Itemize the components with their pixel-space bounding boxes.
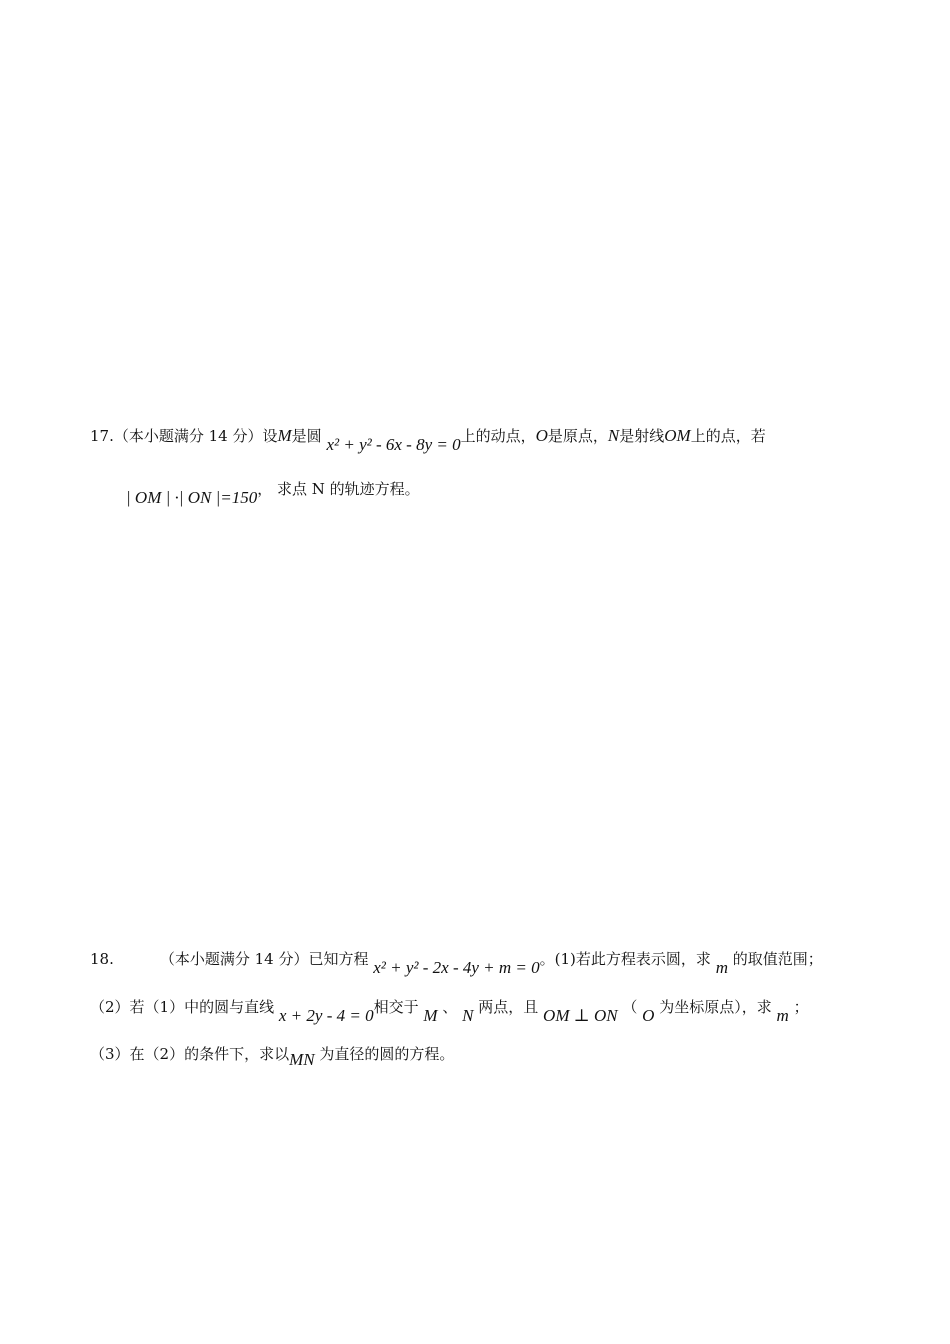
q18-l2-text-c: 两点，且 bbox=[478, 998, 539, 1016]
q18-text-c: 的取值范围； bbox=[732, 950, 823, 968]
q17-line-1 bbox=[90, 425, 766, 454]
q17-var-OM: OM bbox=[664, 426, 691, 445]
q18-l2-text-d: （ bbox=[622, 998, 638, 1016]
q18-line-2 bbox=[90, 996, 809, 1025]
q18-text-b: 。(1)若此方程表示圆，求 bbox=[539, 950, 711, 968]
q18-var-N: N bbox=[462, 1006, 474, 1025]
q18-line-3 bbox=[90, 1043, 455, 1069]
q18-number: 18. bbox=[90, 950, 114, 968]
q17-prefix: 17.（本小题满分 14 分）设 bbox=[90, 427, 278, 445]
q18-l2-text-e: 为坐标原点），求 bbox=[659, 998, 772, 1016]
q18-var-m-2: m bbox=[776, 1006, 789, 1025]
q17-var-O: O bbox=[535, 426, 548, 445]
q17-circle-equation: x² + y² - 6x - 8y = 0 bbox=[326, 435, 461, 454]
q17-text-a: 是圆 bbox=[291, 427, 322, 445]
q17-text-c: 是原点， bbox=[547, 427, 608, 445]
q17-text-e: 上的点，若 bbox=[690, 427, 766, 445]
q17-task: ， 求点 N 的轨迹方程。 bbox=[257, 480, 420, 498]
q18-l3-text-b: 为直径的圆的方程。 bbox=[319, 1045, 455, 1063]
q18-perpendicular-condition: OM ⊥ ON bbox=[543, 1006, 618, 1025]
q17-product-condition: | OM | ·| ON |=150 bbox=[126, 488, 258, 507]
q18-circle-equation: x² + y² - 2x - 4y + m = 0 bbox=[373, 958, 540, 977]
q18-l2-text-a: （2）若（1）中的圆与直线 bbox=[90, 998, 275, 1016]
q18-l3-text-a: （3）在（2）的条件下，求以 bbox=[90, 1045, 290, 1063]
q17-var-M: M bbox=[277, 426, 292, 445]
q17-var-N: N bbox=[607, 426, 620, 445]
q18-separator: 、 bbox=[442, 998, 458, 1016]
q18-l2-text-b: 相交于 bbox=[373, 998, 419, 1016]
q18-var-O: O bbox=[642, 1006, 655, 1025]
q18-text-a: （本小题满分 14 分）已知方程 bbox=[159, 950, 369, 968]
q18-line-1 bbox=[90, 948, 823, 977]
q18-var-m: m bbox=[715, 958, 728, 977]
q17-line-2 bbox=[126, 478, 420, 507]
q17-text-b: 上的动点， bbox=[460, 427, 536, 445]
q18-line-equation: x + 2y - 4 = 0 bbox=[278, 1006, 374, 1025]
q18-var-M: M bbox=[423, 1006, 438, 1025]
q17-text-d: 是射线 bbox=[619, 427, 665, 445]
q18-l2-text-f: ； bbox=[793, 998, 809, 1016]
q18-var-MN: MN bbox=[289, 1050, 315, 1069]
